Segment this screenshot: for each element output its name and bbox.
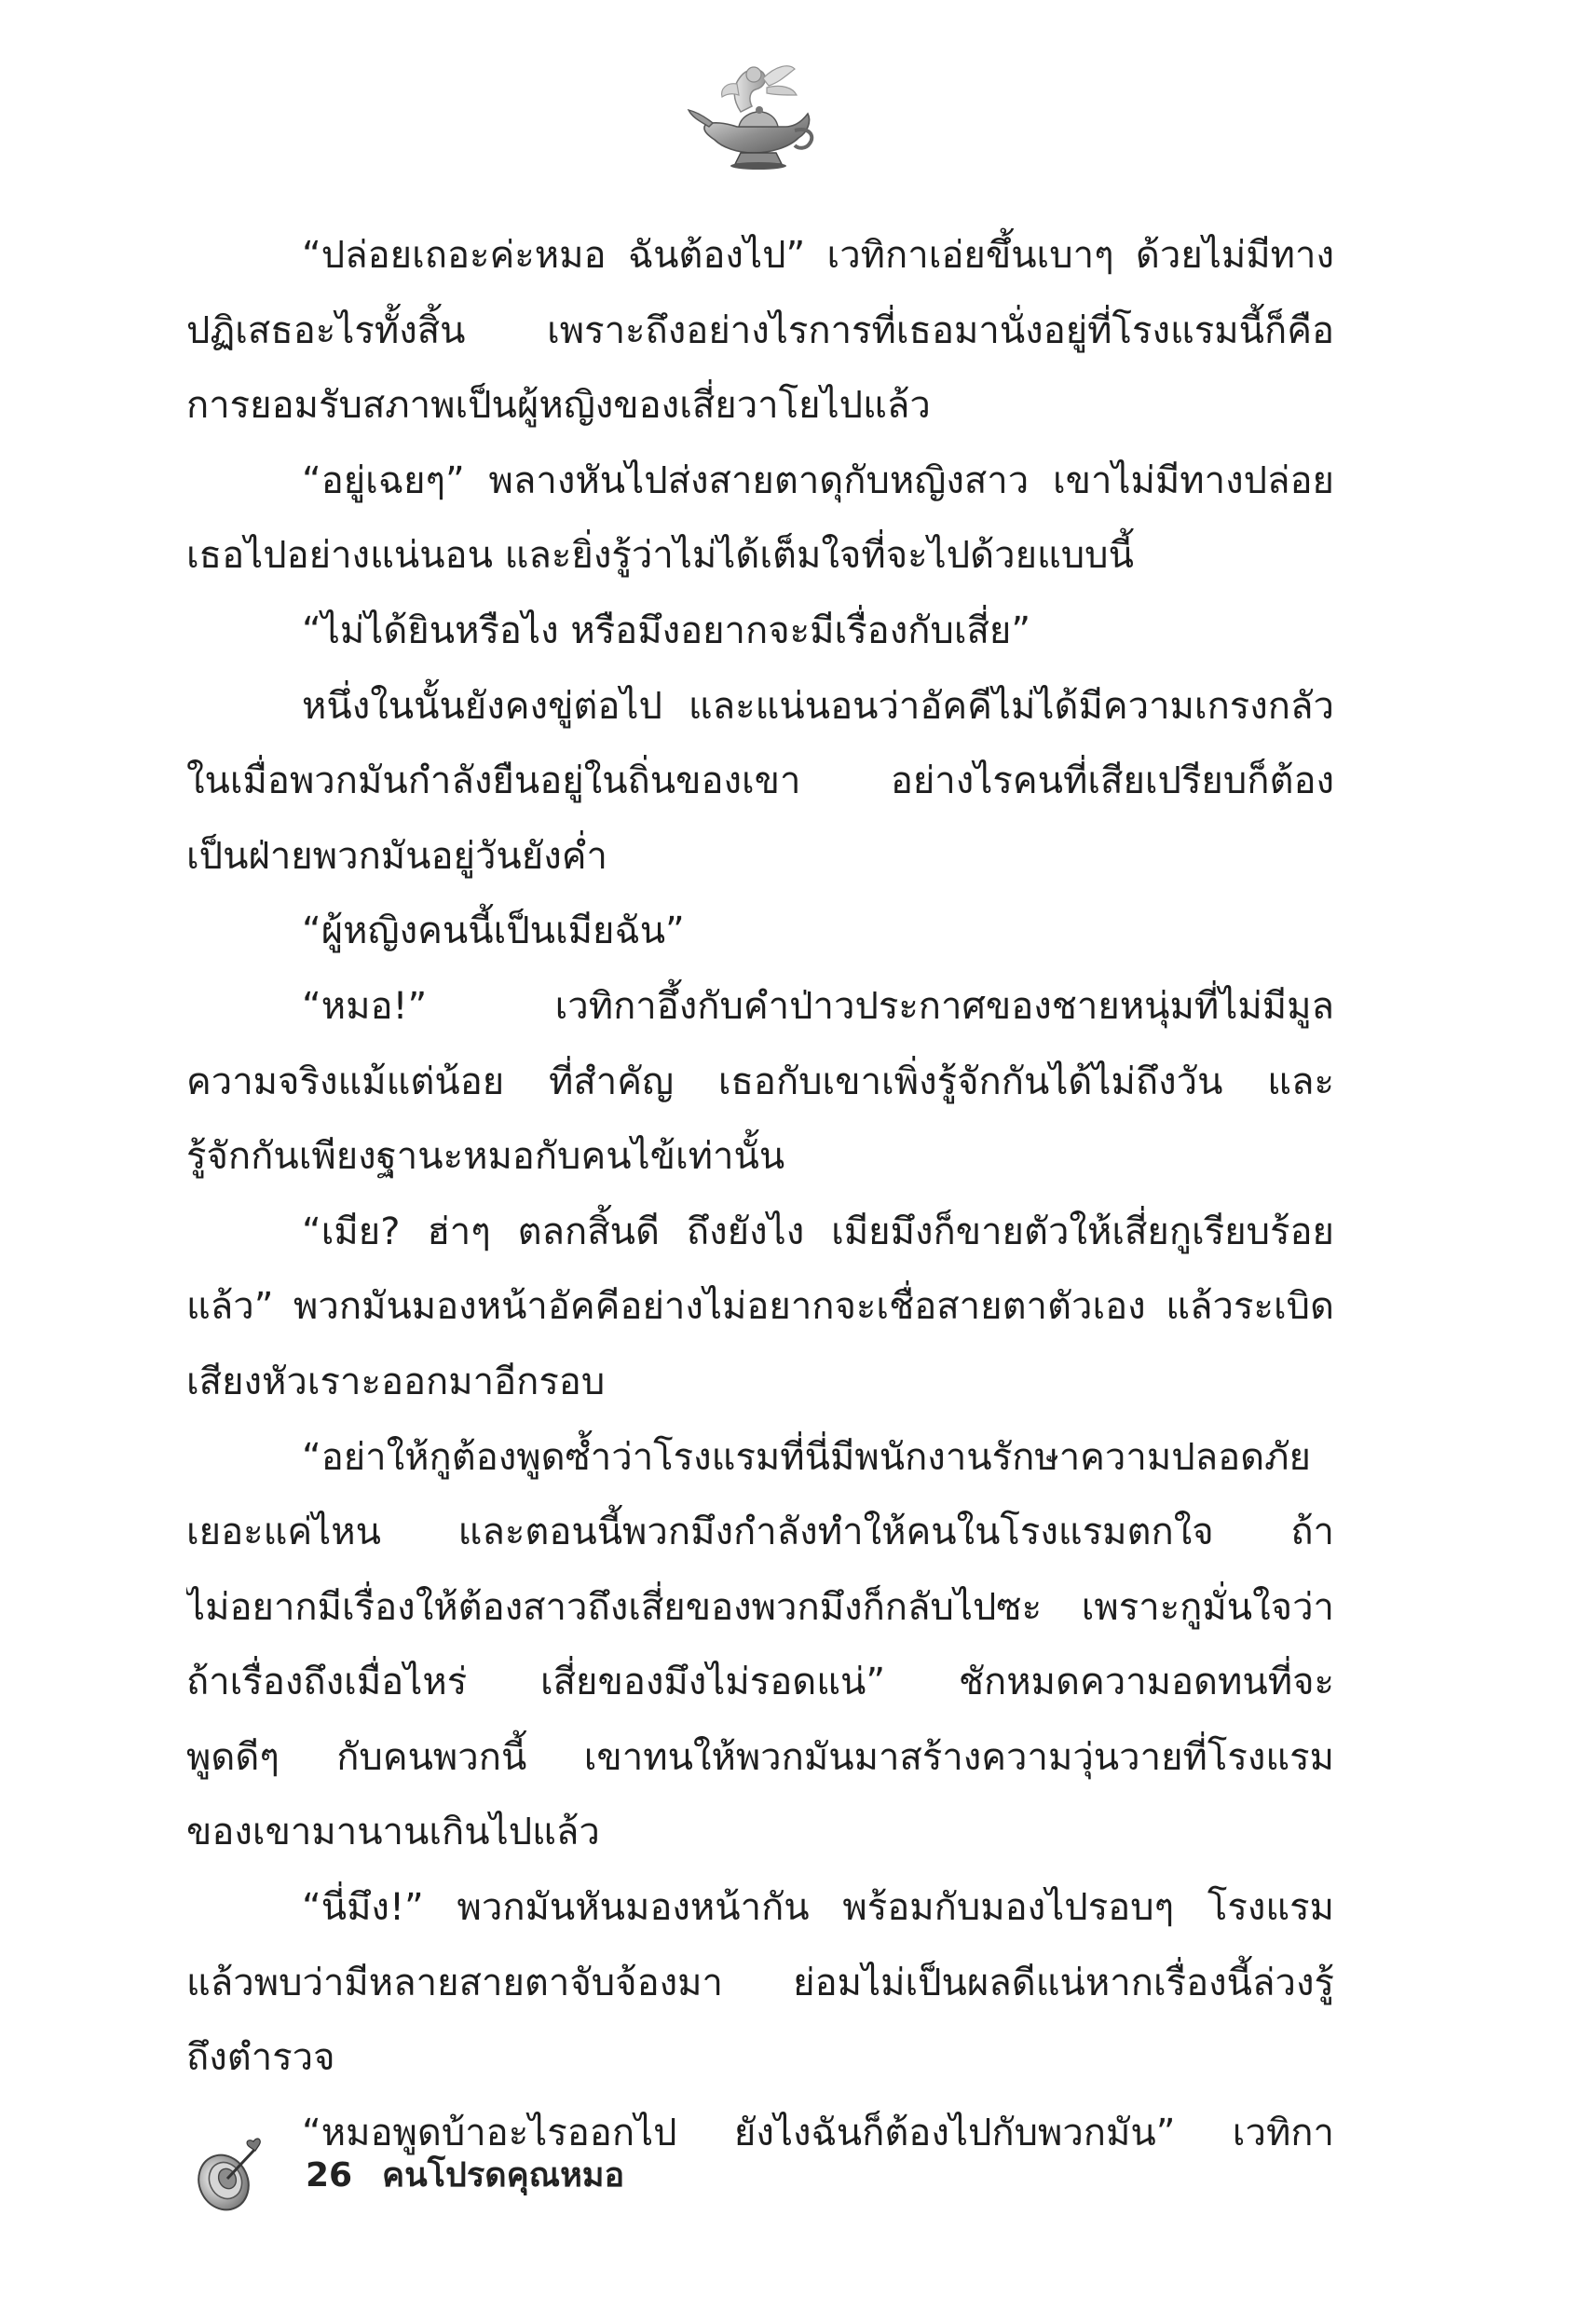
text-line: “อยู่เฉยๆ” พลางหันไปส่งสายตาดุกับหญิงสาว เขาไม่มีทางปล่อย: [302, 458, 1334, 502]
text-line: “ปล่อยเถอะค่ะหมอ ฉันต้องไป” เวทิกาเอ่ยขึ้นเบาๆ ด้วยไม่มีทาง: [302, 234, 1334, 277]
text-line: การยอมรับสภาพเป็นผู้หญิงของเสี่ยวาโยไปแล้ว: [186, 384, 931, 428]
text-line: ปฏิเสธอะไรทั้งสิ้น เพราะถึงอย่างไรการที่เธอมานั่งอยู่ที่โรงแรมนี้ก็คือ: [186, 308, 1334, 352]
text-line: แล้วพบว่ามีหลายสายตาจับจ้องมา ย่อมไม่เป็นผลดีแน่หากเรื่องนี้ล่วงรู้: [186, 1961, 1334, 2004]
text-line: เสียงหัวเราะออกมาอีกรอบ: [186, 1360, 606, 1403]
text-line: แล้ว” พวกมันมองหน้าอัคคีอย่างไม่อยากจะเชื่อสายตาตัวเอง แล้วระเบิด: [186, 1285, 1334, 1329]
text-line: ไม่อยากมีเรื่องให้ต้องสาวถึงเสี่ยของพวกมึงก็กลับไปซะ เพราะกูมั่นใจว่า: [186, 1585, 1334, 1629]
genie-lamp-icon: [685, 56, 820, 172]
text-line: ถ้าเรื่องถึงเมื่อไหร่ เสี่ยของมึงไม่รอดแน่” ชักหมดความอดทนที่จะ: [186, 1661, 1334, 1704]
text-line: “หมอพูดบ้าอะไรออกไป ยังไงฉันก็ต้องไปกับพวกมัน” เวทิกา: [302, 2111, 1334, 2154]
page-footer: [186, 2134, 839, 2218]
text-line: ของเขามานานเกินไปแล้ว: [186, 1811, 600, 1854]
page-number: 26: [306, 2156, 353, 2195]
text-line: หนึ่งในนั้นยังคงขู่ต่อไป และแน่นอนว่าอัคคีไม่ได้มีความเกรงกลัว: [302, 684, 1334, 728]
text-line: “ผู้หญิงคนนี้เป็นเมียฉัน”: [302, 909, 685, 953]
text-line: พูดดีๆ กับคนพวกนี้ เขาทนให้พวกมันมาสร้างความวุ่นวายที่โรงแรม: [186, 1735, 1334, 1779]
text-line: “เมีย? ฮ่าๆ ตลกสิ้นดี ถึงยังไง เมียมึงก็ขายตัวให้เสี่ยกูเรียบร้อย: [302, 1210, 1334, 1253]
text-line: “อย่าให้กูต้องพูดซ้ำว่าโรงแรมที่นี่มีพนักงานรักษาความปลอดภัย: [302, 1435, 1311, 1479]
book-title: คนโปรดคุณหมอ: [382, 2156, 625, 2195]
text-line: ความจริงแม้แต่น้อย ที่สำคัญ เธอกับเขาเพิ่งรู้จักกันได้ไม่ถึงวัน และ: [186, 1060, 1334, 1103]
text-line: ถึงตำรวจ: [186, 2036, 335, 2080]
text-line: “ไม่ได้ยินหรือไง หรือมึงอยากจะมีเรื่องกับเสี่ย”: [302, 609, 1031, 652]
text-line: “หมอ!” เวทิกาอึ้งกับคำป่าวประกาศของชายหนุ่มที่ไม่มีมูล: [302, 984, 1334, 1028]
text-line: “นี่มึง!” พวกมันหันมองหน้ากัน พร้อมกับมองไปรอบๆ โรงแรม: [302, 1886, 1334, 1930]
text-line: เป็นฝ่ายพวกมันอยู่วันยังค่ำ: [186, 834, 607, 878]
dart-target-icon: [186, 2134, 270, 2218]
text-line: เยอะแค่ไหน และตอนนี้พวกมึงกำลังทำให้คนในโรงแรมตกใจ ถ้า: [186, 1511, 1334, 1554]
text-line: รู้จักกันเพียงฐานะหมอกับคนไข้เท่านั้น: [186, 1135, 785, 1179]
body-text: [186, 218, 1334, 2170]
text-line: เธอไปอย่างแน่นอน และยิ่งรู้ว่าไม่ได้เต็มใจที่จะไปด้วยแบบนี้: [186, 534, 1134, 578]
text-line: ในเมื่อพวกมันกำลังยืนอยู่ในถิ่นของเขา อย่างไรคนที่เสียเปรียบก็ต้อง: [186, 759, 1334, 803]
